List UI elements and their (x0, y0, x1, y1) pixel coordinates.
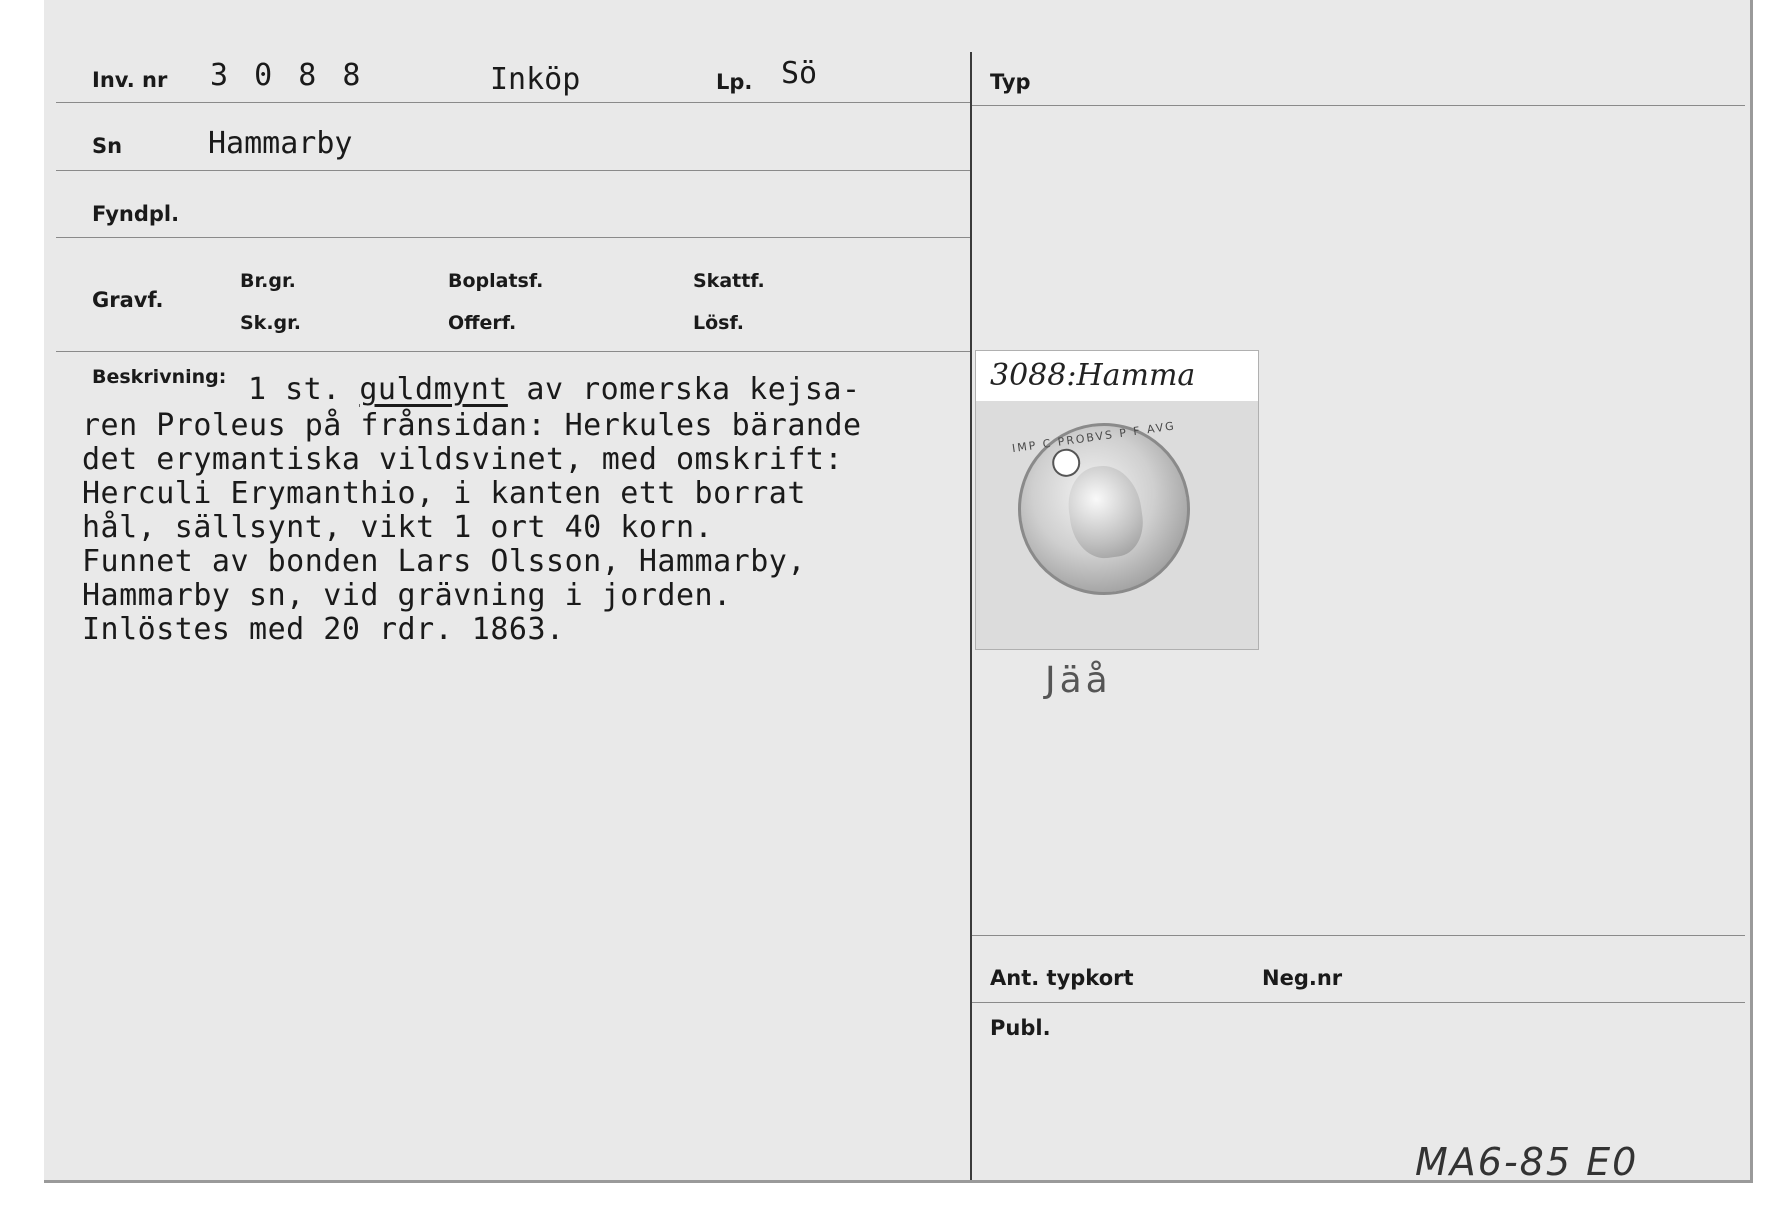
description-label: Beskrivning: (92, 366, 227, 388)
coin-legend: IMP C PROBVS P F AVG (1011, 419, 1177, 456)
description-text: av romerska kejsa- (507, 372, 861, 407)
stamp-text: Jäå (1045, 660, 1112, 701)
description-line: Inlöstes med 20 rdr. 1863. (82, 612, 565, 647)
offerf-label: Offerf. (448, 312, 517, 334)
publ-label: Publ. (990, 1016, 1051, 1040)
description-underlined-text: guldmynt (359, 372, 508, 407)
inv-nr-value: 3 0 8 8 (210, 58, 365, 93)
divider-line (972, 935, 1745, 936)
description-text: 1 st. (248, 372, 360, 407)
gravf-label: Gravf. (92, 288, 164, 312)
lp-label: Lp. (716, 70, 753, 94)
description-line: Hammarby sn, vid grävning i jorden. (82, 578, 732, 613)
divider-line (56, 170, 971, 171)
divider-line (972, 1002, 1745, 1003)
sn-label: Sn (92, 134, 123, 158)
coin-image (1007, 412, 1201, 606)
divider-line (56, 351, 971, 352)
inv-nr-label: Inv. nr (92, 68, 168, 92)
skgr-label: Sk.gr. (240, 312, 302, 334)
ant-typkort-label: Ant. typkort (990, 966, 1134, 990)
skattf-label: Skattf. (693, 270, 765, 292)
sn-value: Hammarby (208, 126, 353, 161)
column-divider (970, 52, 972, 1180)
neg-nr-label: Neg.nr (1262, 966, 1343, 990)
description-line: Herculi Erymanthio, i kanten ett borrat (82, 476, 806, 511)
description-line: hål, sällsynt, vikt 1 ort 40 korn. (82, 510, 714, 545)
description-line (248, 372, 861, 407)
divider-line (56, 237, 971, 238)
brgr-label: Br.gr. (240, 270, 296, 292)
description-line: ren Proleus på frånsidan: Herkules bärande (82, 408, 862, 443)
boplatsf-label: Boplatsf. (448, 270, 544, 292)
lp-value: Sö (781, 56, 818, 91)
losf-label: Lösf. (693, 312, 744, 334)
acquisition-value: Inköp (490, 62, 581, 97)
divider-line (972, 105, 1745, 106)
photo-caption: 3088:Hamma (976, 351, 1258, 401)
handwritten-code: MA6-85 E0 (1415, 1140, 1639, 1184)
coin-photo (975, 350, 1259, 650)
typ-label: Typ (990, 70, 1031, 94)
description-line: det erymantiska vildsvinet, med omskrift: (82, 442, 844, 477)
divider-line (56, 102, 971, 103)
description-line: Funnet av bonden Lars Olsson, Hammarby, (82, 544, 806, 579)
fyndpl-label: Fyndpl. (92, 202, 180, 226)
